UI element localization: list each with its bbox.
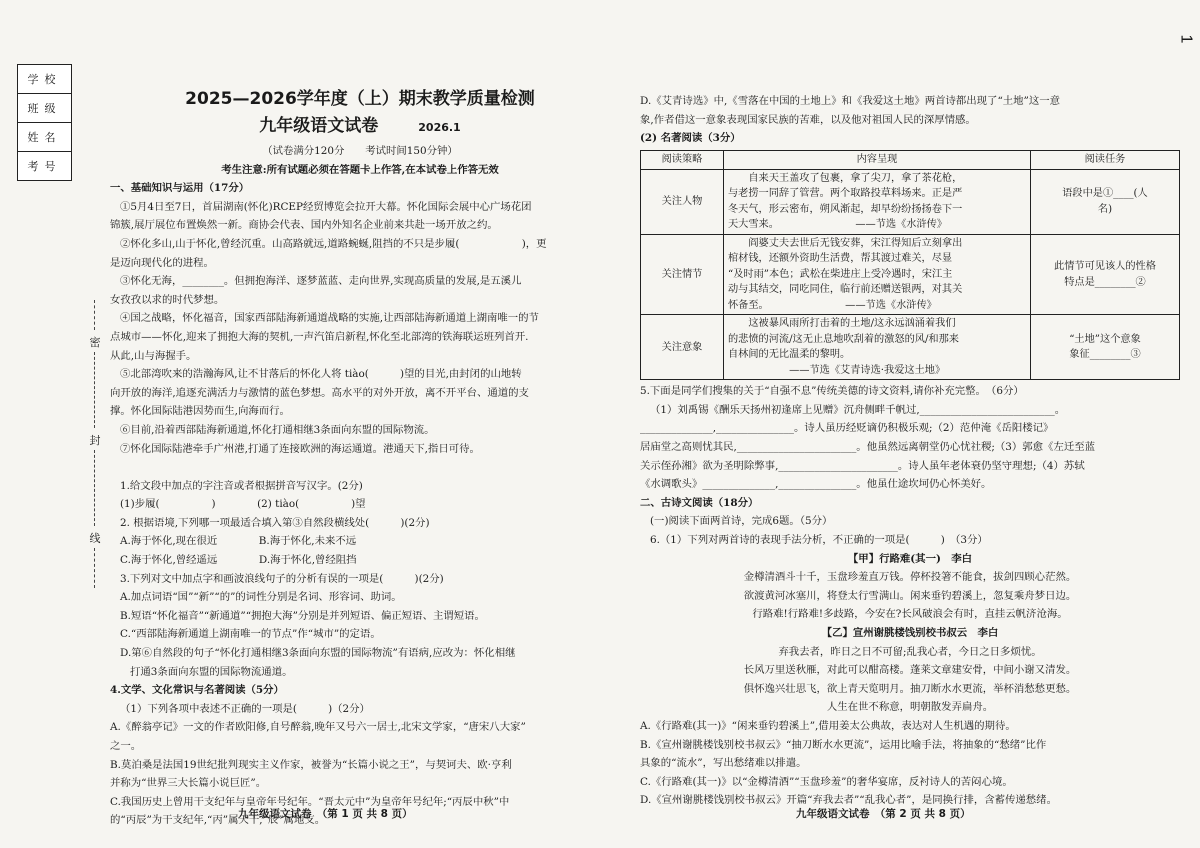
- text-line: (1)步履( ) (2) tiào( )望: [120, 498, 366, 511]
- binding-line-2: [94, 352, 95, 428]
- right-bottom-lines: [640, 717, 1180, 810]
- task-line: 特点是________②: [1064, 276, 1146, 288]
- binding-mi: 密: [89, 336, 101, 349]
- poem-line: 行路难!行路难!多歧路，今安在?长风破浪会有时，直挂云帆济沧海。: [752, 608, 1068, 621]
- text-line: 象,作者借这一意象表现国家民族的苦难，以及他对祖国人民的深厚情感。: [640, 113, 976, 126]
- text-line: ⑦怀化国际陆港牵手广州港,打通了连接欧洲的海运通道。港通天下,指日可待。: [120, 442, 480, 455]
- content-line: 自林间的无比温柔的黎明。: [728, 349, 851, 361]
- option-line: A.《行路难(其一)》“闲来垂钓碧溪上”,借用姜太公典故，表达对人生机遇的期待。: [640, 719, 1016, 732]
- text-line: ②怀化多山,山于怀化,曾经沉重。山高路就远,道路蜿蜒,阻挡的不只是步履( )，更: [120, 237, 547, 250]
- content-line: 的悲愤的河流/这无止息地吹刮着的激怒的风/和那来: [728, 333, 959, 345]
- page-number-corner: 1: [1177, 34, 1195, 44]
- text-line: 居庙堂之高则忧其民,_______________________。他虽然远离朝堂仍心忧社稷;（3）郭愈《左迁至蓝: [640, 441, 1096, 454]
- right-top-lines: [640, 92, 1180, 148]
- text-line: （1）下列各项中表述不正确的一项是( )（2分）: [120, 702, 370, 715]
- text-line: 6.（1）下列对两首诗的表现手法分析，不正确的一项是( ) （3分）: [650, 534, 988, 547]
- left-column: [110, 86, 610, 830]
- poem-b: [640, 643, 1180, 717]
- text-line: 之一。: [110, 740, 142, 752]
- text-line: 点城市——怀化,迎来了拥抱大海的契机,一声汽笛启新程,怀化至北部湾的铁海联运班列首开.: [110, 330, 529, 343]
- content-line: 怀备至。 ——节选《水浒传》: [728, 299, 937, 311]
- table-row: [641, 234, 1180, 315]
- binding-line-1: [94, 300, 95, 330]
- text-line: ③怀化无海，________。但拥抱海洋、逐梦蓝蓝、走向世界,实现高质量的发展,是五溪儿: [120, 275, 522, 288]
- task-line: 象征________③: [1069, 349, 1141, 361]
- task-line: 名): [1097, 203, 1113, 215]
- binding-line-3: [94, 450, 95, 526]
- text-line: A.加点词语“国”“新”“的”的词性分别是名词、形容词、助词。: [120, 591, 402, 604]
- text-line: ______________,_______________。诗人虽历经贬谪仍积极乐观;（2）范仲淹《岳阳楼记》: [640, 422, 1054, 435]
- poem-line: 欲渡黄河冰塞川，将登太行雪满山。闲来垂钓碧溪上，忽复乘舟梦日边。: [743, 589, 1077, 602]
- text-line: 的“丙辰”为干支纪年,“丙”属天干,“辰”属地支。: [110, 814, 326, 827]
- text-line: (2) 名著阅读（3分）: [640, 132, 741, 145]
- table-header-strategy: 阅读策略: [641, 150, 724, 169]
- content-line: 动与其结交，同吃同住，临行前还赠送银两，对其关: [728, 284, 963, 296]
- exam-subtitle: [110, 112, 610, 142]
- content-cell: [724, 234, 1031, 315]
- task-cell: [1031, 315, 1180, 380]
- table-row: [641, 169, 1180, 234]
- right-column: [640, 92, 1180, 810]
- content-cell: [724, 169, 1031, 234]
- poem-line: 俱怀逸兴壮思飞，欲上青天览明月。抽刀断水水更流，举杯消愁愁更愁。: [743, 682, 1077, 695]
- text-line: D.第⑥自然段的句子“怀化打通相继3条面向东盟的国际物流”有语病,应改为：怀化相继: [120, 647, 516, 660]
- content-line: 冬天气，形云密布，朔风渐起，却早纷纷扬扬卷下一: [728, 203, 963, 215]
- text-line: C.“西部陆海新通道上湖南唯一的节点”作“城市”的定语。: [120, 628, 381, 641]
- text-line: ⑥目前,沿着西部陆海新通道,怀化打通相继3条面向东盟的国际物流。: [120, 423, 435, 436]
- task-line: “土地”这个意象: [1069, 333, 1141, 345]
- text-line: 5.下面是同学们搜集的关于“自强不息”传统美德的诗文资料,请你补充完整。 （6分）: [640, 385, 1024, 398]
- task-line: 此情节可见该人的性格: [1054, 261, 1156, 273]
- option-line: D.《宣州谢朓楼饯别校书叔云》开篇“弃我去者”“乱我心者”，是同换行排，含蓄传递愁绪。: [640, 794, 1057, 807]
- text-line: 3.下列对文中加点字和画波浪线句子的分析有误的一项是( )(2分): [120, 572, 444, 585]
- binding-xian: 线: [89, 532, 101, 545]
- subtitle-text: 九年级语文试卷: [259, 116, 379, 136]
- footer-page-2: 九年级语文试卷 （第 2 页 共 8 页）: [796, 808, 971, 820]
- footer-page-1: 九年级语文试卷 （第 1 页 共 8 页）: [238, 808, 413, 820]
- text-line: 《水调歌头》______________,_______________。他虽仕途坎坷仍心怀美好。: [640, 478, 992, 491]
- text-line: 向开放的海洋,追逐充满活力与激情的蓝色梦想。高水平的对外开放，离不开平台、通道的支: [110, 386, 529, 399]
- text-line: （试卷满分120分 考试时间150分钟）: [262, 145, 458, 157]
- text-line: 二、古诗文阅读（18分）: [640, 496, 759, 509]
- content-line: ——节选《艾青诗选·我爱这土地》: [728, 364, 946, 376]
- content-line: 与老捞一同辞了管营。两个取路投草料场来。正是严: [728, 188, 963, 200]
- info-exam-id: 考号: [27, 160, 62, 173]
- text-line: (一)阅读下面两首诗，完成6题。（5分）: [650, 515, 833, 528]
- poem-line: 金樽清酒斗十千，玉盘珍羞直万钱。停杯投箸不能食，拔剑四顾心茫然。: [743, 571, 1077, 584]
- text-line: C.海于怀化,曾经遥远 D.海于怀化,曾经阻挡: [120, 554, 357, 567]
- binding-feng: 封: [89, 434, 101, 447]
- option-line: 具象的“流水”，写出愁绪难以排遣。: [640, 757, 807, 770]
- text-line: C.我国历史上曾用干支纪年与皇帝年号纪年。“晋太元中”为皇帝年号纪年;“丙辰中秋”中: [110, 795, 510, 808]
- student-info-box: [17, 64, 72, 181]
- text-line: A.海于怀化,现在很近 B.海于怀化,未来不远: [120, 535, 357, 548]
- info-class: 班级: [18, 94, 71, 123]
- table-header-content: 内容呈现: [724, 150, 1031, 169]
- exam-title: 2025—2026学年度（上）期末教学质量检测: [185, 89, 535, 109]
- text-line: ⑤北部湾吹来的浩瀚海风,让不甘落后的怀化人将 tiào( )望的目光,由封闭的山地转: [120, 368, 522, 381]
- poem-b-title: 【乙】宣州谢朓楼饯别校书叔云 李白: [821, 627, 999, 639]
- content-line: 阎婆丈夫去世后无钱安葬，宋江得知后立刻拿出: [728, 237, 963, 249]
- strategy-cell: 关注人物: [641, 169, 724, 234]
- content-line: 这被暴风雨所打击着的土地/这永远汹涌着我们: [728, 318, 956, 330]
- right-mid-lines: [640, 382, 1180, 549]
- info-school: 学校: [18, 65, 71, 94]
- strategy-cell: 关注情节: [641, 234, 724, 315]
- exam-date: 2026.1: [418, 121, 461, 134]
- content-cell: [724, 315, 1031, 380]
- option-line: C.《行路难(其一)》以“金樽清酒”“玉盘珍羞”的奢华宴席，反衬诗人的苦闷心境。: [640, 775, 1013, 788]
- text-line: 4.文学、文化常识与名著阅读（5分）: [110, 684, 284, 697]
- text-line: 锦簇,展厅展位布置焕然一新。商协会代表、国内外知名企业前来共赴一场开放之约。: [110, 219, 498, 232]
- text-line: B.莫泊桑是法国19世纪批判现实主义作家，被誉为“长篇小说之王”，与契诃夫、欧·亨利: [110, 758, 512, 771]
- poem-line: 弃我去者，昨日之日不可留;乱我心者，今日之日多烦忧。: [778, 645, 1042, 658]
- text-line: B.短语“怀化福音”“新通道”“拥抱大海”分别是并列短语、偏正短语、主谓短语。: [120, 609, 485, 622]
- strategy-cell: 关注意象: [641, 315, 724, 380]
- info-name: 姓名: [18, 123, 71, 152]
- content-line: 自来天王盖攻了包裹，拿了尖刀，拿了茶花枪，: [728, 172, 963, 184]
- text-line: D.《艾青诗选》中,《雪落在中国的土地上》和《我爱这土地》两首诗都出现了“土地”这一意: [640, 95, 1061, 107]
- text-line: 女孜孜以求的时代梦想。: [110, 293, 225, 306]
- text-line: ④国之战略，怀化福音，国家西部陆海新通道战略的实施,让西部陆海新通道上湖南唯一的节: [120, 312, 539, 325]
- poem-a-title: 【甲】行路难(其一) 李白: [847, 552, 973, 565]
- poem-line: 长风万里送秋雁，对此可以酣高楼。蓬莱文章建安骨，中间小谢又清发。: [743, 664, 1077, 677]
- task-cell: [1031, 234, 1180, 315]
- content-line: 棺材钱，还额外资助生活费，帮其渡过难关，尽显: [728, 253, 953, 265]
- text-line: （1）刘禹锡《酬乐天扬州初逢席上见赠》沉舟侧畔千帆过,__________________________。: [650, 403, 1066, 416]
- poem-a: [640, 568, 1180, 624]
- text-line: 关示侄孙湘》欲为圣明除弊事,_______________________。诗人虽年老体衰仍坚守理想;（4）苏轼: [640, 459, 1085, 472]
- text-line: ①5月4日至7日，首届湖南(怀化)RCEP经贸博览会拉开大幕。怀化国际会展中心广场花团: [120, 200, 532, 213]
- text-line: 从此,山与海握手。: [110, 349, 197, 362]
- text-line: 并称为“世界三大长篇小说巨匠”。: [110, 777, 267, 790]
- text-line: 是迈向现代化的进程。: [110, 256, 214, 269]
- left-text-lines: [110, 142, 610, 830]
- text-line: 1.给文段中加点的字注音或者根据拼音写汉字。(2分): [120, 479, 363, 492]
- text-line: A.《醉翁亭记》一文的作者欧阳修,自号醉翁,晚年又号六一居士,北宋文学家，“唐宋八大家”: [110, 721, 526, 734]
- content-line: “及时雨”本色；武松在柴进庄上受冷遇时，宋江主: [728, 268, 953, 280]
- poem-line: 人生在世不称意，明朝散发弄扁舟。: [826, 701, 994, 714]
- text-line: 2. 根据语境,下列哪一项最适合填入第③自然段横线处( )(2分): [120, 516, 430, 529]
- content-line: 天大雪来。 ——节选《水浒传》: [728, 219, 948, 231]
- binding-line-4: [94, 548, 95, 588]
- text-line: 打通3条面向东盟的国际物流通道。: [130, 665, 293, 678]
- text-line: 撑。怀化国际陆港因势而生,向海而行。: [110, 405, 290, 418]
- task-cell: [1031, 169, 1180, 234]
- table-header-task: 阅读任务: [1031, 150, 1180, 169]
- task-line: 语段中是①____(人: [1062, 188, 1148, 200]
- table-row: [641, 315, 1180, 380]
- text-line: [110, 458, 610, 477]
- option-line: B.《宣州谢朓楼饯别校书叔云》“抽刀断水水更流”，运用比喻手法，将抽象的“愁绪”比作: [640, 738, 1047, 751]
- text-line: 一、基础知识与运用（17分）: [110, 182, 250, 195]
- reading-table: [640, 150, 1180, 381]
- text-line: 考生注意:所有试题必须在答题卡上作答,在本试卷上作答无效: [221, 163, 499, 176]
